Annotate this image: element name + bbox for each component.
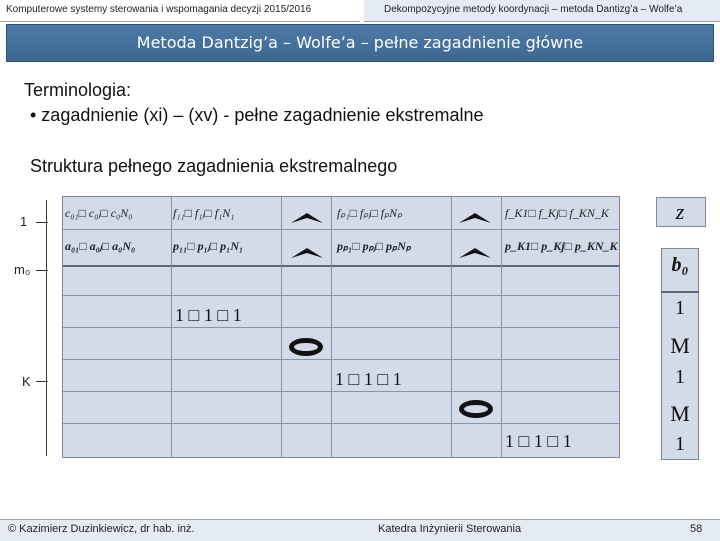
structure-heading: Struktura pełnego zagadnienia ekstremalnego — [30, 156, 398, 176]
table-rule — [63, 265, 619, 267]
rhs-one-p: 1 — [675, 366, 685, 388]
table-col-rule — [451, 197, 452, 457]
footer-department: Katedra Inżynierii Sterowania — [378, 523, 522, 535]
rhs-vdots-1: M — [670, 333, 690, 358]
header-course-title: Komputerowe systemy sterowania i wspomagania decyzji 2015/2016 — [0, 0, 360, 22]
ellipsis-hat-icon — [459, 245, 491, 255]
footer — [0, 519, 720, 541]
table-rule — [63, 327, 619, 328]
slide-title: Metoda Dantzig’a – Wolfe’a – pełne zagadnienie główne — [6, 24, 714, 62]
constraint-coefficients-p1: p₁₁□ p₁ⱼ□ p₁N₁ — [173, 239, 244, 253]
table-rule — [63, 391, 619, 392]
brace-tick-1 — [36, 222, 48, 223]
ellipsis-hat-icon — [459, 210, 491, 220]
rhs-one-k: 1 — [675, 433, 685, 455]
constraint-coefficients-pk: p_K1□ p_Kj□ p_KN_K — [505, 239, 618, 253]
rhs-rule — [661, 291, 699, 293]
structure-table — [62, 196, 620, 458]
objective-z: z — [675, 199, 685, 224]
terminology-heading: Terminologia: — [24, 80, 132, 100]
terminology-item: • zagadnienie (xi) – (xv) - pełne zagadnienie ekstremalne — [30, 105, 484, 125]
rhs-one-1: 1 — [675, 297, 685, 319]
cost-coefficients-f1: f₁₁□ f₁ⱼ□ f₁N₁ — [173, 206, 235, 220]
cost-coefficients-fk: f_K1□ f_Kj□ f_KN_K — [505, 206, 609, 220]
table-rule — [63, 295, 619, 296]
footer-author: © Kazimierz Duzinkiewicz, dr hab. inż. — [8, 523, 195, 535]
table-rule — [63, 423, 619, 424]
header-lecture-title: Dekompozycyjne metody koordynacji – metoda Dantizg’a – Wolfe’a — [364, 0, 720, 22]
rhs-vdots-2: M — [670, 401, 690, 426]
table-col-rule — [331, 197, 332, 457]
zero-block-icon — [289, 338, 323, 356]
convexity-ones-block-1: 1 □ 1 □ 1 — [175, 305, 242, 325]
table-col-rule — [281, 197, 282, 457]
ellipsis-hat-icon — [291, 245, 323, 255]
convexity-ones-block-k: 1 □ 1 □ 1 — [505, 431, 572, 451]
constraint-coefficients-pp: pₚ₁□ pₚⱼ□ pₚNₚ — [337, 239, 411, 253]
rhs-b0: b₀ — [671, 254, 689, 276]
page-number: 58 — [690, 523, 703, 535]
constraint-coefficients-a0: a₀₁□ a₀ⱼ□ a₀N₀ — [65, 239, 136, 253]
row-brace — [46, 200, 47, 456]
annotation-row-k: K — [22, 374, 31, 389]
zero-block-icon — [459, 400, 493, 418]
table-rule — [63, 229, 619, 230]
brace-tick-m0 — [36, 270, 48, 271]
ellipsis-hat-icon — [291, 210, 323, 220]
table-rule — [63, 359, 619, 360]
table-col-rule — [501, 197, 502, 457]
header — [0, 0, 720, 22]
cost-coefficients-c0: c₀₁□ c₀ⱼ□ c₀N₀ — [65, 206, 133, 220]
cost-coefficients-fp: fₚ₁□ fₚⱼ□ fₚNₚ — [337, 206, 403, 220]
table-col-rule — [171, 197, 172, 457]
brace-tick-k — [36, 381, 48, 382]
annotation-row-1: 1 — [20, 214, 28, 229]
annotation-row-m0: m₀ — [14, 262, 31, 277]
convexity-ones-block-p: 1 □ 1 □ 1 — [335, 369, 402, 389]
